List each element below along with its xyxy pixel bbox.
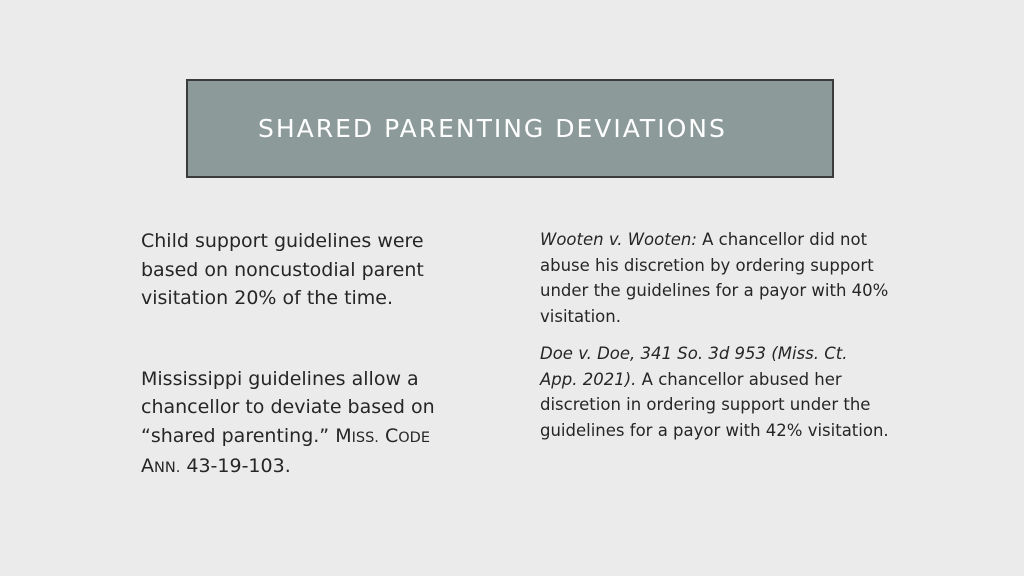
title-box <box>186 79 834 178</box>
case-wooten-holding: A chancellor did not abuse his discretion by ordering support under the guidelines for a payor with 40% visitation. <box>540 230 889 326</box>
deviation-text: Mississippi guidelines allow a chancellor to deviate based on “shared parenting.” <box>141 367 435 447</box>
case-doe <box>540 341 890 443</box>
citation-ann-rest: NN. <box>154 460 181 476</box>
right-column <box>540 227 890 443</box>
left-column <box>141 227 471 483</box>
guidelines-paragraph: Child support guidelines were based on noncustodial parent visitation 20% of the time. <box>141 230 424 309</box>
citation-code-initial: C <box>384 424 399 447</box>
slide-title: SHARED PARENTING DEVIATIONS <box>258 114 727 143</box>
citation-code-rest: ODE <box>398 429 430 446</box>
citation-section: 43-19-103. <box>186 455 291 477</box>
case-wooten-name: Wooten v. Wooten: <box>540 230 697 249</box>
citation-ann-initial: A <box>141 455 154 477</box>
deviation-paragraph <box>141 365 471 483</box>
citation-miss-initial: M <box>335 424 352 447</box>
case-wooten <box>540 227 890 329</box>
case-doe-holding: A chancellor abused her discretion in ordering support under the guidelines for a payor with 42% visitation. <box>540 369 889 440</box>
citation-miss-rest: ISS. <box>351 429 379 446</box>
case-doe-name: Doe v. Doe, 341 So. 3d 953 (Miss. Ct. App. 2021). <box>540 344 848 389</box>
